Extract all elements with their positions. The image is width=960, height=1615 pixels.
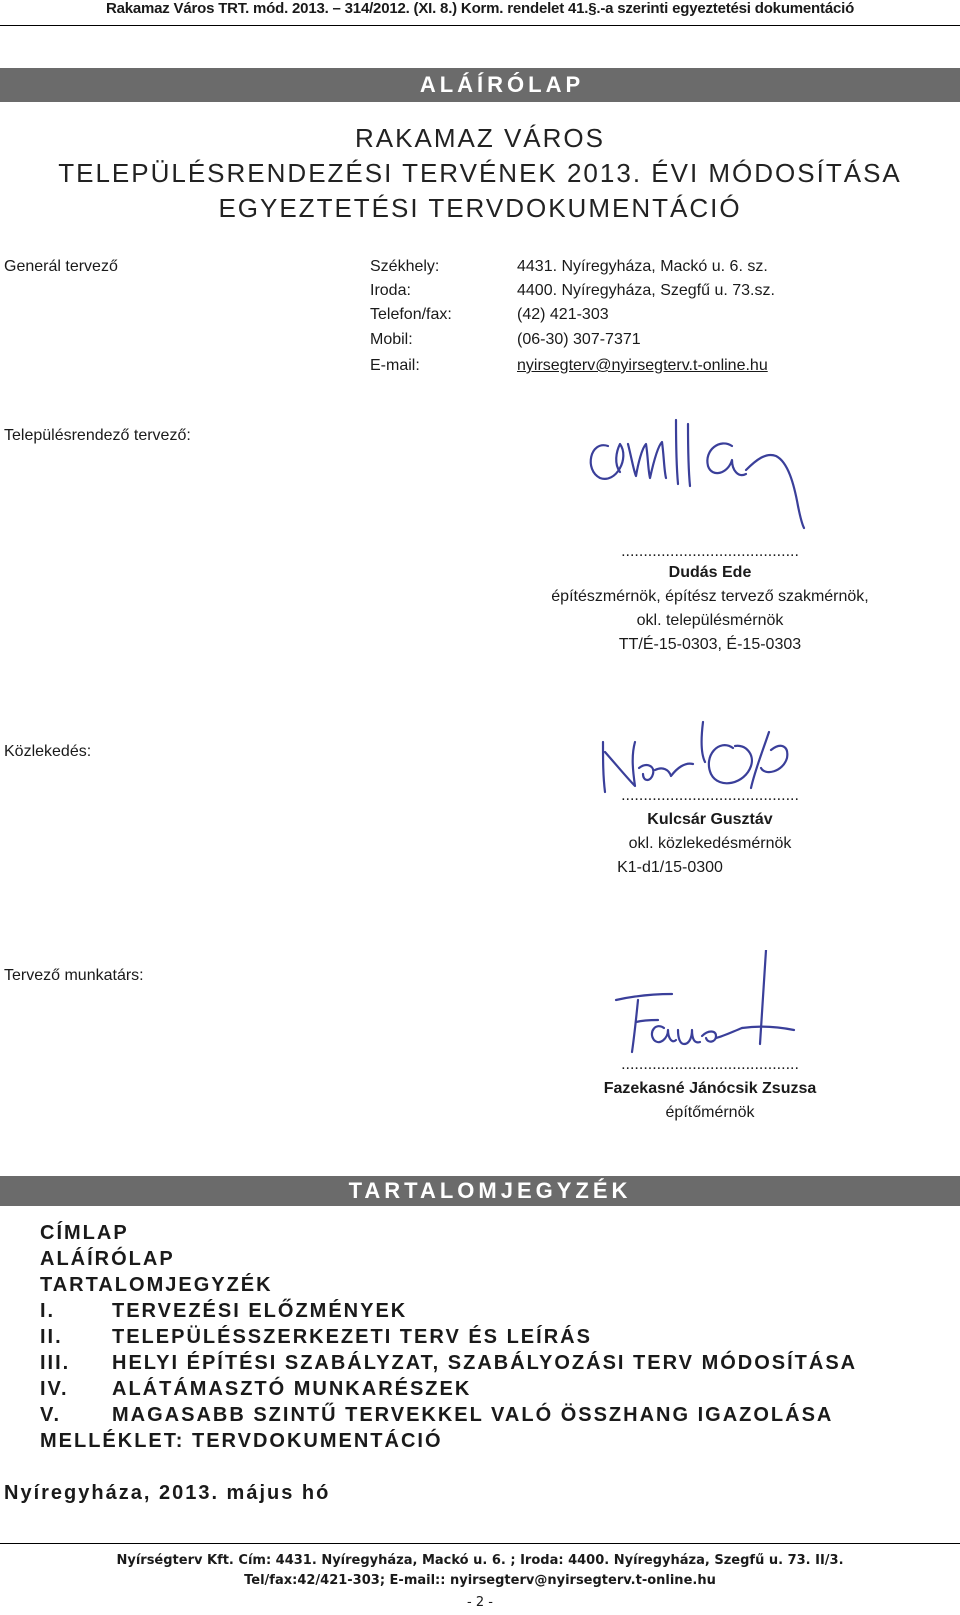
signer-dots: ........................................ xyxy=(621,787,799,804)
field-label: Iroda: xyxy=(370,282,411,299)
signer-line: TT/É-15-0303, É-15-0303 xyxy=(618,636,802,653)
place-date: Nyíregyháza, 2013. május hó xyxy=(4,1482,331,1504)
signer-role: Tervező munkatárs: xyxy=(4,967,144,984)
field-label: Székhely: xyxy=(370,258,440,275)
section-title-bar xyxy=(0,68,960,102)
footer-rule xyxy=(0,1543,960,1544)
toc-item xyxy=(40,1402,950,1428)
toc-heading: TARTALOMJEGYZÉK xyxy=(348,1178,632,1203)
toc-text: ALÁTÁMASZTÓ MUNKARÉSZEK xyxy=(112,1378,472,1400)
email-link[interactable]: nyirsegterv@nyirsegterv.t-online.hu xyxy=(517,357,768,374)
toc-heading-bar xyxy=(0,1176,960,1206)
title-line-3: EGYEZTETÉSI TERVDOKUMENTÁCIÓ xyxy=(218,193,742,223)
signer-name: Fazekasné Jánócsik Zsuzsa xyxy=(603,1080,817,1097)
general-designer-label: Generál tervező xyxy=(4,258,118,275)
signer-dots: ........................................ xyxy=(621,543,799,560)
signature-dudas-ede xyxy=(580,400,830,540)
toc-text: TELEPÜLÉSSZERKEZETI TERV ÉS LEÍRÁS xyxy=(112,1326,592,1348)
signer-name: Dudás Ede xyxy=(668,564,752,581)
field-label: Mobil: xyxy=(370,331,413,348)
toc-text: TERVEZÉSI ELŐZMÉNYEK xyxy=(112,1300,408,1322)
toc-number: IV. xyxy=(40,1378,69,1400)
toc-item xyxy=(40,1350,950,1376)
title-line-2: TELEPÜLÉSRENDEZÉSI TERVÉNEK 2013. ÉVI MÓDOSÍTÁSA xyxy=(58,158,902,188)
toc-number: II. xyxy=(40,1326,63,1348)
toc-item xyxy=(40,1376,950,1402)
toc-item: TARTALOMJEGYZÉK xyxy=(40,1274,273,1296)
toc-item xyxy=(40,1298,950,1324)
toc-item: CÍMLAP xyxy=(40,1222,129,1244)
footer-line-2: Tel/fax:42/421-303; E-mail:: nyirsegterv@nyirsegterv.t-online.hu xyxy=(244,1573,716,1588)
toc-number: I. xyxy=(40,1300,56,1322)
toc-text: MAGASABB SZINTŰ TERVEKKEL VALÓ ÖSSZHANG IGAZOLÁSA xyxy=(112,1404,834,1426)
document-header: Rakamaz Város TRT. mód. 2013. – 314/2012. (XI. 8.) Korm. rendelet 41.§.-a szerinti egyeztetési dokumentáció xyxy=(105,0,855,17)
field-label: E-mail: xyxy=(370,357,420,374)
signer-name: Kulcsár Gusztáv xyxy=(647,811,773,828)
field-value: (06-30) 307-7371 xyxy=(517,331,641,348)
signer-line: K1-d1/15-0300 xyxy=(617,859,723,876)
footer-line-1: Nyírségterv Kft. Cím: 4431. Nyíregyháza, Mackó u. 6. ; Iroda: 4400. Nyíregyháza, Szegfű u. 73. II/3. xyxy=(116,1553,844,1568)
page-number: - 2 - xyxy=(467,1595,493,1610)
title-line-1: RAKAMAZ VÁROS xyxy=(355,123,605,153)
field-value: 4400. Nyíregyháza, Szegfű u. 73.sz. xyxy=(517,282,775,299)
toc-item: MELLÉKLET: TERVDOKUMENTÁCIÓ xyxy=(40,1430,443,1452)
toc-item xyxy=(40,1324,950,1350)
toc-list xyxy=(40,1220,950,1454)
toc-item: ALÁÍRÓLAP xyxy=(40,1248,175,1270)
toc-number: III. xyxy=(40,1352,71,1374)
header-divider xyxy=(0,25,960,26)
signer-dots: ........................................ xyxy=(621,1056,799,1073)
field-label: Telefon/fax: xyxy=(370,306,452,323)
signer-role: Településrendező tervező: xyxy=(4,427,191,444)
signer-line: építészmérnök, építész tervező szakmérnök, xyxy=(551,588,869,605)
signer-line: okl. közlekedésmérnök xyxy=(628,835,792,852)
field-value: 4431. Nyíregyháza, Mackó u. 6. sz. xyxy=(517,258,768,275)
signer-role: Közlekedés: xyxy=(4,743,92,760)
section-title: ALÁÍRÓLAP xyxy=(419,72,585,97)
signer-line: építőmérnök xyxy=(665,1104,755,1121)
toc-text: HELYI ÉPÍTÉSI SZABÁLYZAT, SZABÁLYOZÁSI TERV MÓDOSÍTÁSA xyxy=(112,1352,858,1374)
signer-line: okl. településmérnök xyxy=(636,612,784,629)
field-value: (42) 421-303 xyxy=(517,306,609,323)
toc-number: V. xyxy=(40,1404,62,1426)
